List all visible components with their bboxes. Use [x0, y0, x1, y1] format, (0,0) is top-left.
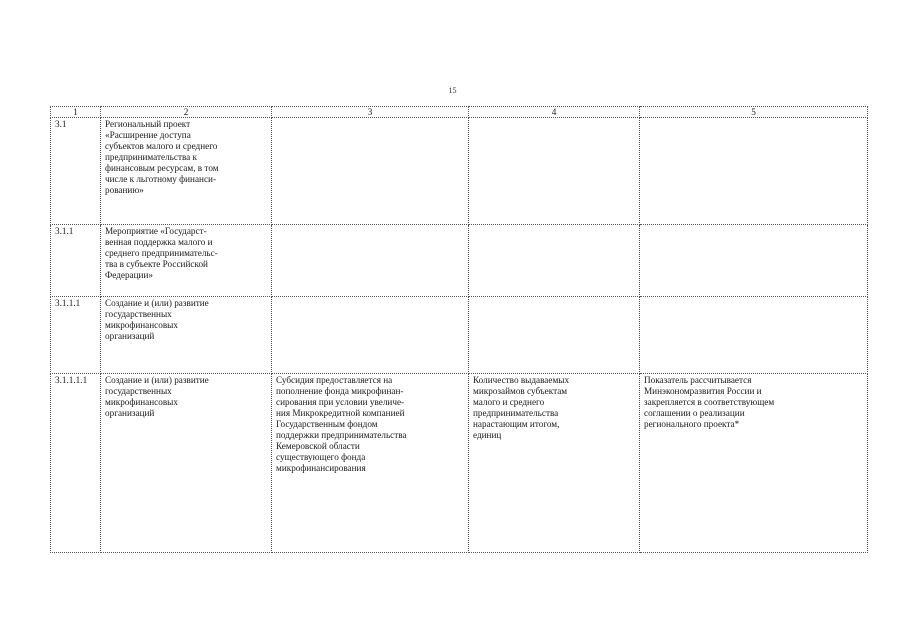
- program-table: [50, 106, 868, 553]
- row-note: Показатель рассчитывается Минэкономразвития России и закрепляется в соответствующем соглашении о реализации регионального проекта*: [640, 374, 868, 553]
- table-row: [51, 297, 868, 374]
- row-number: 3.1.1.1.1: [51, 374, 101, 553]
- page-number: 15: [448, 86, 457, 95]
- row-number: 3.1.1: [51, 225, 101, 297]
- row-name: Мероприятие «Государст- венная поддержка малого и среднего предпринимательс- тва в субъекте Российской Федерации»: [101, 225, 272, 297]
- row-number: 3.1.1.1: [51, 297, 101, 374]
- column-header-4: 4: [469, 107, 640, 118]
- row-condition: Субсидия предоставляется на пополнение фонда микрофинан- сирования при условии увеличе- ния Микрокредитной компанией Государственным фондом поддержки предпринимательства Кемеровской области существующего фонда микрофинансирования: [272, 374, 469, 553]
- column-header-1: 1: [51, 107, 101, 118]
- row-indicator: [469, 225, 640, 297]
- row-note: [640, 118, 868, 225]
- row-indicator: [469, 297, 640, 374]
- row-note: [640, 225, 868, 297]
- table-row: [51, 225, 868, 297]
- row-condition: [272, 297, 469, 374]
- row-number: 3.1: [51, 118, 101, 225]
- table-row: [51, 118, 868, 225]
- row-name: Создание и (или) развитие государственных микрофинансовых организаций: [101, 297, 272, 374]
- row-indicator: Количество выдаваемых микрозаймов субъектам малого и среднего предпринимательства нарастающим итогом, единиц: [469, 374, 640, 553]
- column-header-2: 2: [101, 107, 272, 118]
- column-header-5: 5: [640, 107, 868, 118]
- row-name: Региональный проект «Расширение доступа субъектов малого и среднего предпринимательства к финансовым ресурсам, в том числе к льготному финанси- рованию»: [101, 118, 272, 225]
- table-header-row: [51, 107, 868, 118]
- row-note: [640, 297, 868, 374]
- row-indicator: [469, 118, 640, 225]
- column-header-3: 3: [272, 107, 469, 118]
- row-name: Создание и (или) развитие государственных микрофинансовых организаций: [101, 374, 272, 553]
- table-row: [51, 374, 868, 553]
- row-condition: [272, 225, 469, 297]
- row-condition: [272, 118, 469, 225]
